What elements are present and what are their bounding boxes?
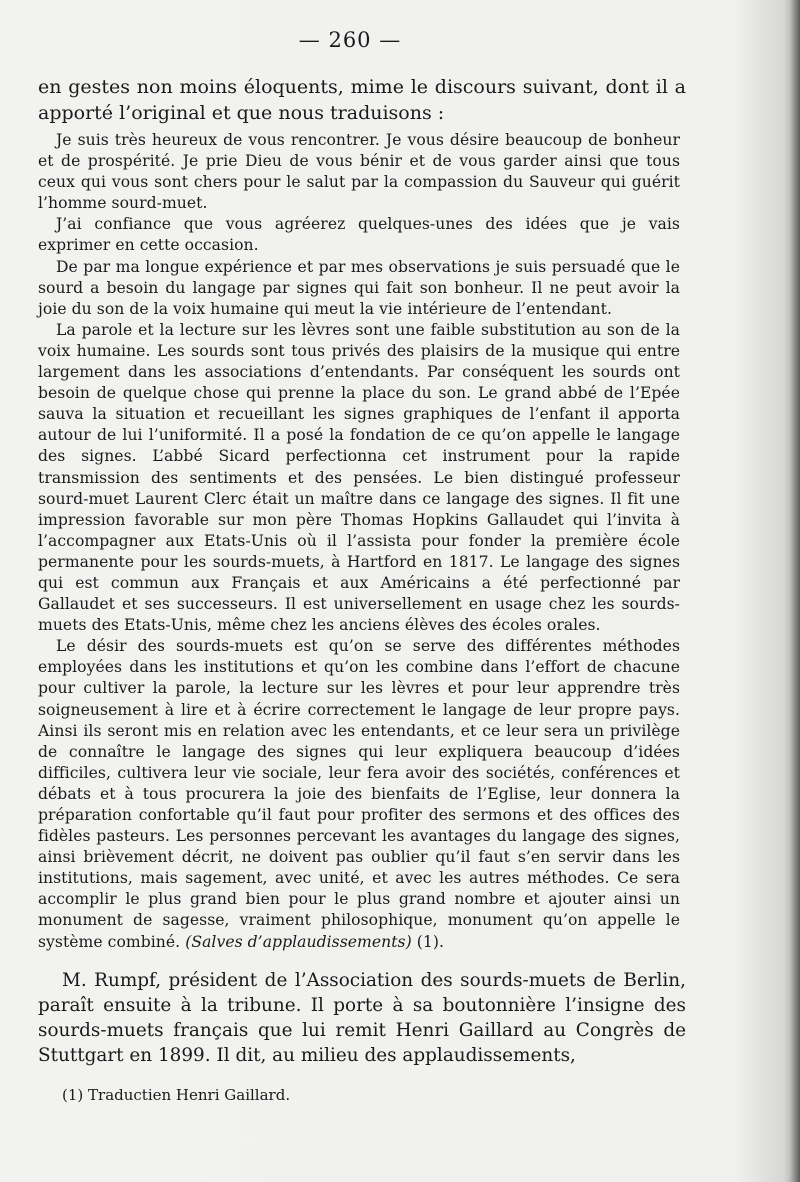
speech-paragraph-2: J’ai confiance que vous agréerez quelques-unes des idées que je vais exprimer en cette occasion.: [38, 215, 680, 255]
closing-paragraph: M. Rumpf, président de l’Association des sourds-muets de Berlin, paraît ensuite à la tribune. Il porte à sa boutonnière l’insigne des sourds-muets français que lui remit Henri Gaillard au Congrès de Stuttgart en 1899. Il dit, au milieu des applaudissements,: [38, 970, 686, 1066]
applause-note: (Salves d’applaudissements): [185, 932, 412, 951]
page-number: — 260 —: [298, 28, 402, 52]
page-spine-shadow: [790, 0, 800, 1182]
speech-paragraph-1: Je suis très heureux de vous rencontrer. Je vous désire beaucoup de bonheur et de prospérité. Je prie Dieu de vous bénir et de vous garder ainsi que tous ceux qui vous sont chers pour le salut par la compassion du Sauveur qui guérit l’homme sourd-muet.: [38, 131, 680, 213]
speech-paragraph-5-text: Le désir des sourds-muets est qu’on se serve des différentes méthodes employées dans les institutions et qu’on les combine dans l’effort de chacune pour cultiver la parole, la lecture sur les lèvres et pour leur apprendre très soigneusement à lire et à écrire correctement le langage de leur propre pays. Ainsi ils seront mis en relation avec les entendants, et ce leur sera un privilège de connaître le langage des signes qui leur expliquera beaucoup d’idées difficiles, cultivera leur vie sociale, leur fera avoir des sociétés, conférences et débats et à tous procurera la joie des bienfaits de l’Eglise, leur donnera la préparation confortable qu’il faut pour profiter des sermons et des offices des fidèles pasteurs. Les personnes percevant les avantages du langage des signes, ainsi brièvement décrit, ne doivent pas oublier qu’il faut s’en servir dans les institutions, mais sagement, avec unité, et avec les autres méthodes. Ce sera accomplir le plus grand bien pour le plus grand nombre et ajouter ainsi un monument de sagesse, vraiment philosophique, monument qu’on appelle le système combiné.: [38, 637, 680, 951]
footnote: (1) Traductien Henri Gaillard.: [62, 1086, 291, 1104]
speech-paragraph-4: La parole et la lecture sur les lèvres sont une faible substitution au son de la voix humaine. Les sourds sont tous privés des plaisirs de la musique qui entre largement dans les associations d’entendants. Par conséquent les sourds ont besoin de quelque chose qui prenne la place du son. Le grand abbé de l’Epée sauva la situation et recueillant les signes graphiques de l’enfant il apporta autour de lui l’uniformité. Il a posé la fondation de ce qu’on appelle le langage des signes. L’abbé Sicard perfectionna cet instrument pour la rapide transmission des sentiments et des pensées. Le bien distingué professeur sourd-muet Laurent Clerc était un maître dans ce langage des signes. Il fit une impression favorable sur mon père Thomas Hopkins Gallaudet qui l’invita à l’accompagner aux Etats-Unis où il l’assista pour fonder la première école permanente pour les sourds-muets, à Hartford en 1817. Le langage des signes qui est commun aux Français et aux Américains a été perfectionné par Gallaudet et ses successeurs. Il est universellement en usage chez les sourds-muets des Etats-Unis, même chez les anciens élèves des écoles orales.: [38, 320, 680, 635]
speech-paragraph-5: [38, 636, 680, 952]
quoted-speech: [38, 130, 680, 953]
intro-paragraph: en gestes non moins éloquents, mime le discours suivant, dont il a apporté l’original et que nous traduisons :: [38, 76, 686, 124]
closing-section: [38, 968, 686, 1068]
speech-paragraph-3: De par ma longue expérience et par mes observations je suis persuadé que le sourd a besoin du langage par signes qui fait son bonheur. Il ne peut avoir la joie du son de la voix humaine qui meut la vie intérieure de l’entendant.: [38, 257, 680, 318]
footnote-reference: (1).: [411, 932, 445, 951]
